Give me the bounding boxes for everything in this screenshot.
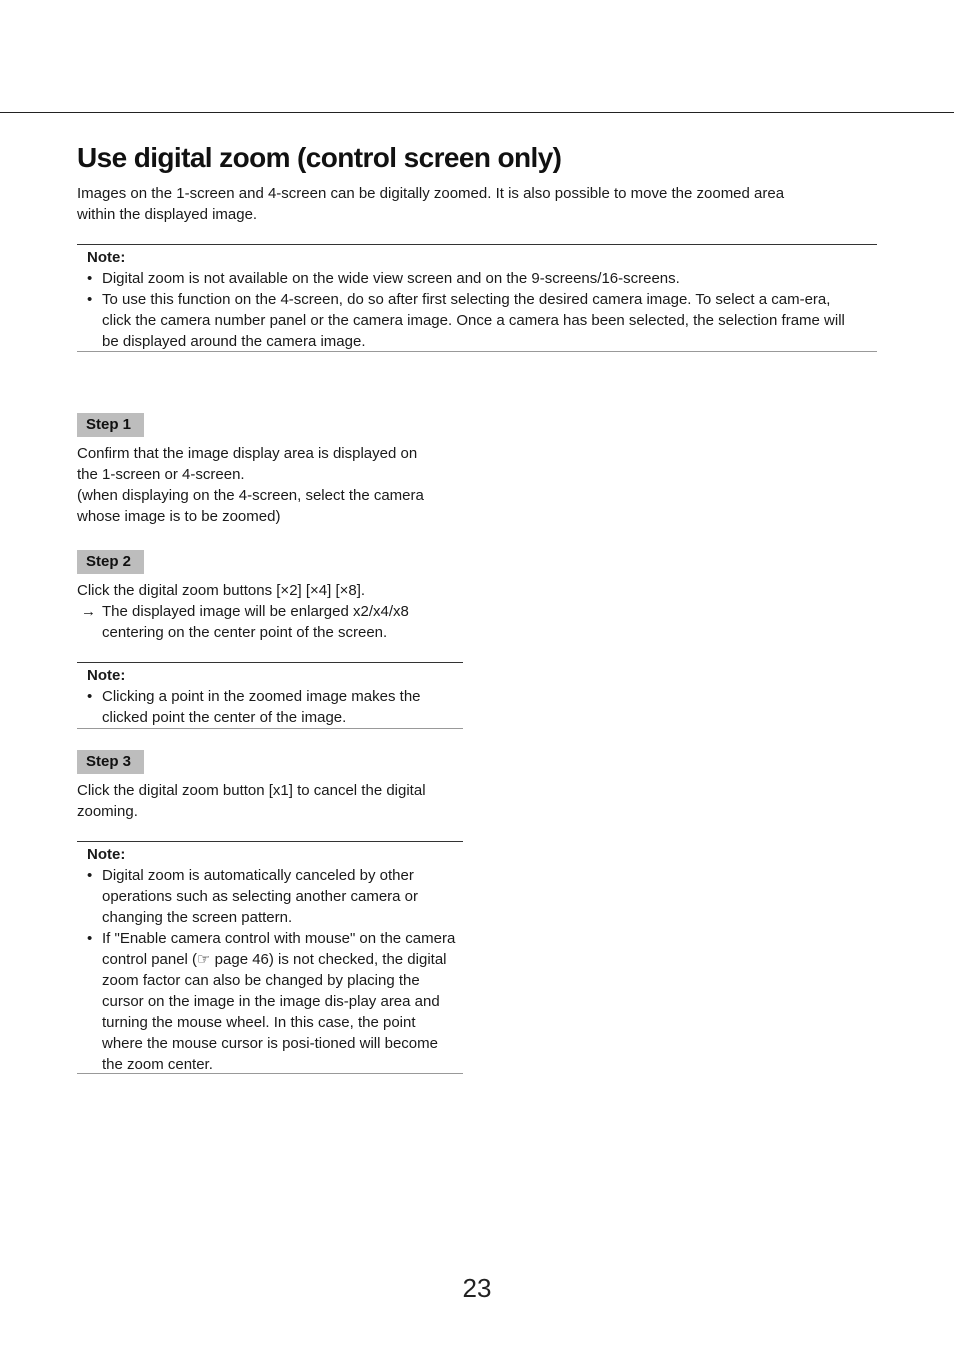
note-list: [87, 865, 457, 1075]
note-list: [87, 268, 857, 352]
step-2-label: Step 2: [77, 550, 144, 574]
step-2-instruction: Click the digital zoom buttons [×2] [×4] [×8].: [77, 582, 366, 599]
note-title: Note:: [87, 667, 126, 684]
note-box-step-2: [77, 662, 463, 729]
intro-line-1: Images on the 1-screen and 4-screen can be digitally zoomed. It is also possible to move the zoomed area: [77, 185, 785, 202]
step-1-line: the 1-screen or 4-screen.: [77, 466, 245, 483]
step-3-instruction: Click the digital zoom button [x1] to cancel the digital zooming.: [77, 782, 426, 820]
note-title: Note:: [87, 249, 126, 266]
step-1-line: Confirm that the image display area is displayed on: [77, 445, 418, 462]
list-item: • If "Enable camera control with mouse" on the camera control panel (☞ page 46) is not checked, the digital zoom factor can also be changed by placing the cursor on the image in the image dis-play area and turning the mouse wheel. In this case, the point where the mouse cursor is posi-tioned will become the zoom center.: [87, 928, 457, 1075]
arrow-right-icon: →: [81, 603, 96, 620]
list-item: • Digital zoom is automatically canceled by other operations such as selecting another camera or changing the screen pattern.: [87, 865, 457, 928]
step-2-result-text: The displayed image will be enlarged x2/x4/x8 centering on the center point of the screen.: [102, 603, 409, 641]
note-title: Note:: [87, 846, 126, 863]
list-item: • Digital zoom is not available on the wide view screen and on the 9-screens/16-screens.: [87, 268, 857, 289]
intro-paragraph: [77, 183, 867, 225]
list-item: • Clicking a point in the zoomed image makes the clicked point the center of the image.: [87, 686, 457, 728]
note-box-general: [77, 244, 877, 352]
page-title: Use digital zoom (control screen only): [77, 142, 562, 173]
step-1-line: whose image is to be zoomed): [77, 508, 281, 525]
page-number: 23: [462, 1273, 492, 1303]
header-rule: [0, 112, 954, 113]
step-3-label: Step 3: [77, 750, 144, 774]
note-box-step-3: [77, 841, 463, 1074]
intro-line-2: within the displayed image.: [77, 206, 258, 223]
step-1-line: (when displaying on the 4-screen, select the camera: [77, 487, 424, 504]
step-2-result: [77, 601, 463, 643]
step-1-label: Step 1: [77, 413, 144, 437]
note-list: [87, 686, 457, 728]
step-1-text: [77, 443, 463, 527]
list-item: • To use this function on the 4-screen, do so after first selecting the desired camera image. To select a cam-era, click the camera number panel or the camera image. Once a camera has been selected, the selection frame will be displayed around the camera image.: [87, 289, 857, 352]
step-2-text: [77, 580, 463, 643]
step-3-text: [77, 780, 463, 822]
